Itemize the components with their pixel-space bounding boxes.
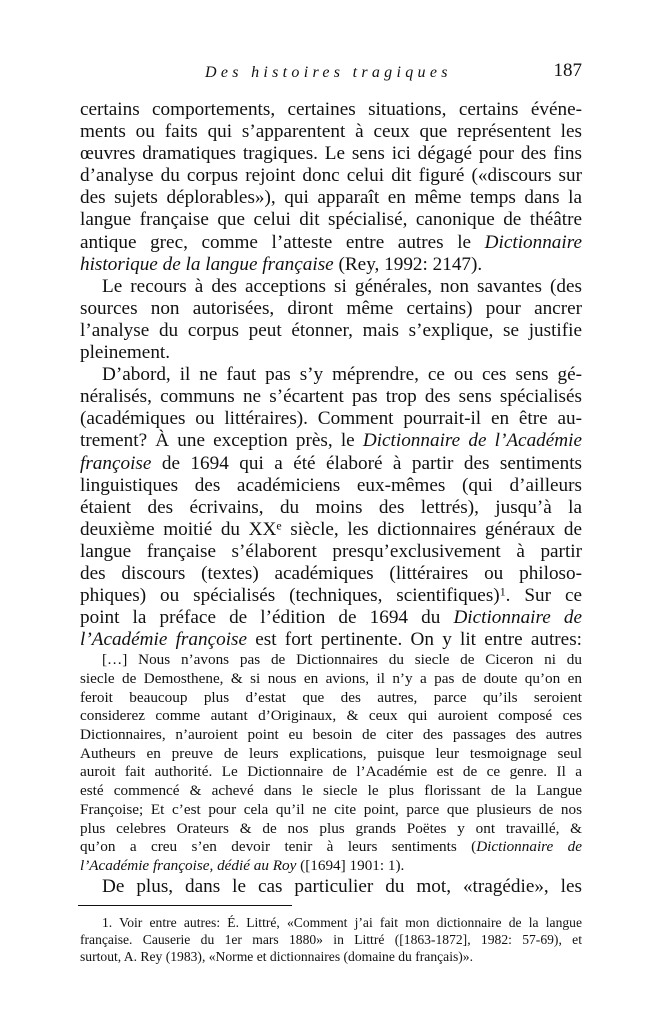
text-line <box>80 782 582 801</box>
text-line <box>80 931 582 948</box>
text-line <box>80 857 582 876</box>
footnote-1 <box>80 914 582 965</box>
text-run: siecle de Demosthene, & si nous en avions, il n’y a pas de doute qu’on en <box>80 670 582 688</box>
text-line <box>80 585 582 607</box>
text-run: (académiques ou littéraires). Comment pourrait-il en être au- <box>80 408 582 430</box>
italic-title: historique de la langue française <box>80 253 334 275</box>
italic-title: l’Académie françoise <box>80 629 248 651</box>
text-line <box>80 121 582 143</box>
text-run: […] Nous n’avons pas de Dictionnaires du siecle de Ciceron ni du <box>102 651 582 669</box>
text-line <box>80 187 582 209</box>
italic-title: l’Académie françoise, dédié au Roy <box>80 856 297 874</box>
text-line <box>80 726 582 745</box>
paragraph-continued <box>80 99 582 276</box>
text-run: 1. Voir entre autres: É. Littré, «Comment j’ai fait mon dictionnaire de la langue <box>102 914 582 930</box>
text-run: langue française que celui dit spécialisé, canonique de théâtre <box>80 209 582 231</box>
italic-title: Dictionnaire <box>484 231 582 253</box>
superscript: e <box>276 518 282 533</box>
text-line <box>80 689 582 708</box>
text-line <box>80 838 582 857</box>
text-line <box>80 232 582 254</box>
page-body <box>80 99 582 965</box>
text-run: feroit beaucoup plus d’estat que des autres, parce qu’ils seroient <box>80 688 582 706</box>
text-line <box>80 386 582 408</box>
text-run: considerez comme autant d’Originaux, & ceux qui auroient composé ces <box>80 707 582 725</box>
text-line <box>80 801 582 820</box>
text-run: deuxième moitié du XX <box>80 518 277 540</box>
text-run: œuvres dramatiques tragiques. Le sens ici dégagé pour des fins <box>80 143 582 165</box>
text-line <box>80 563 582 585</box>
text-line <box>80 763 582 782</box>
text-line <box>80 475 582 497</box>
text-run: ([1694] 1901: 1). <box>296 856 405 874</box>
text-run: étaient des écrivains, du moins des lettrés), jusqu’à la <box>80 496 582 518</box>
text-line <box>80 541 582 563</box>
text-line <box>80 519 582 541</box>
text-line <box>80 408 582 430</box>
text-run: surtout, A. Rey (1983), «Norme et dictionnaires (domaine du français)». <box>80 948 473 964</box>
text-line <box>80 165 582 187</box>
text-run: sources non autorisées, diront même certains) pour ancrer <box>80 297 582 319</box>
text-run: Dictionnaires, n’auroient point eu besoin de citer des passages des autres <box>80 726 582 744</box>
text-run: plus celebres Orateurs & de nos plus grands Poëtes y ont travaillé, & <box>80 819 582 837</box>
text-run: néralisés, communs ne s’écartent pas trop des sens spécialisés <box>80 386 582 408</box>
text-run: pleinement. <box>80 342 171 364</box>
text-run: d’analyse du corpus rejoint donc celui dit figuré («discours sur <box>80 165 582 187</box>
text-run: . Sur ce <box>505 585 582 607</box>
text-run: de 1694 qui a été élaboré à partir des sentiments <box>151 452 582 474</box>
paragraph-dabord <box>80 364 582 651</box>
text-line <box>80 143 582 165</box>
text-line <box>80 820 582 839</box>
text-line <box>80 99 582 121</box>
paragraph-de-plus <box>80 876 582 898</box>
text-line <box>80 254 582 276</box>
text-run: française. Causerie du 1er mars 1880» in Littré ([1863-1872], 1982: 57-69), et <box>80 931 582 947</box>
text-run: est fort pertinente. On y lit entre autres: <box>247 629 582 651</box>
running-title: Des histoires tragiques <box>205 64 452 81</box>
text-line <box>80 876 582 898</box>
text-run: des discours (textes) académiques (littéraires ou philoso- <box>80 562 582 584</box>
text-run: langue française s’élaborent presqu’exclusivement à partir <box>80 540 582 562</box>
text-line <box>80 342 582 364</box>
text-line <box>80 430 582 452</box>
text-run: D’abord, il ne faut pas s’y méprendre, ce ou ces sens gé- <box>102 364 582 386</box>
text-run: siècle, les dictionnaires généraux de <box>281 518 582 540</box>
text-run: linguistiques des académiciens eux-mêmes (qui d’ailleurs <box>80 474 582 496</box>
text-line <box>80 607 582 629</box>
text-run: des sujets déplorables»), qui apparaît en même temps dans la <box>80 187 582 209</box>
text-run: De plus, dans le cas particulier du mot, «tragédie», les <box>102 875 582 897</box>
text-run: trement? À une exception près, le <box>80 430 363 452</box>
italic-title: françoise <box>80 452 152 474</box>
text-run: certains comportements, certaines situations, certains événe- <box>80 99 582 120</box>
text-line <box>80 745 582 764</box>
text-run: Autheurs en preuve de leurs explications, puisque leur tesmoignage seul <box>80 744 582 762</box>
text-run: antique grec, comme l’atteste entre autres le <box>80 231 485 253</box>
page-number: 187 <box>553 60 582 81</box>
italic-title: Dictionnaire de <box>476 838 582 856</box>
text-run: (Rey, 1992: 2147). <box>333 253 483 275</box>
text-line <box>80 298 582 320</box>
text-line <box>80 276 582 298</box>
running-header <box>80 62 582 84</box>
superscript: 1 <box>499 584 506 599</box>
text-line <box>80 629 582 651</box>
text-line <box>80 914 582 931</box>
block-quote <box>80 651 582 875</box>
text-run: Le recours à des acceptions si générales, non savantes (des <box>102 275 582 297</box>
text-line <box>80 497 582 519</box>
text-line <box>80 948 582 965</box>
text-line <box>80 320 582 342</box>
italic-title: Dictionnaire de <box>453 607 583 629</box>
text-run: phiques) ou spécialisés (techniques, scientifiques) <box>80 585 500 607</box>
text-line <box>80 453 582 475</box>
text-line <box>80 364 582 386</box>
text-run: ments ou faits qui s’apparentent à ceux que représentent les <box>80 121 582 143</box>
text-run: esté commencé & achevé dans le siecle le plus florissant de la Langue <box>80 782 582 800</box>
italic-title: Dictionnaire de l’Académie <box>362 430 582 452</box>
text-run: qu’on a creu s’en devoir tenir à leurs sentiments ( <box>80 838 477 856</box>
text-line <box>80 209 582 231</box>
text-run: auroit fait authorité. Le Dictionnaire de l’Académie est de ce genre. Il a <box>80 763 582 781</box>
text-line <box>80 670 582 689</box>
paragraph-recours <box>80 276 582 364</box>
text-line <box>80 707 582 726</box>
footnote-divider <box>78 905 292 906</box>
text-line <box>80 651 582 670</box>
text-run: point la préface de l’édition de 1694 du <box>80 607 454 629</box>
text-run: l’analyse du corpus peut étonner, mais s’explique, se justifie <box>80 319 582 341</box>
text-run: Françoise; Et c’est pour cela qu’il ne cite point, parce que plusieurs de nos <box>80 800 582 818</box>
